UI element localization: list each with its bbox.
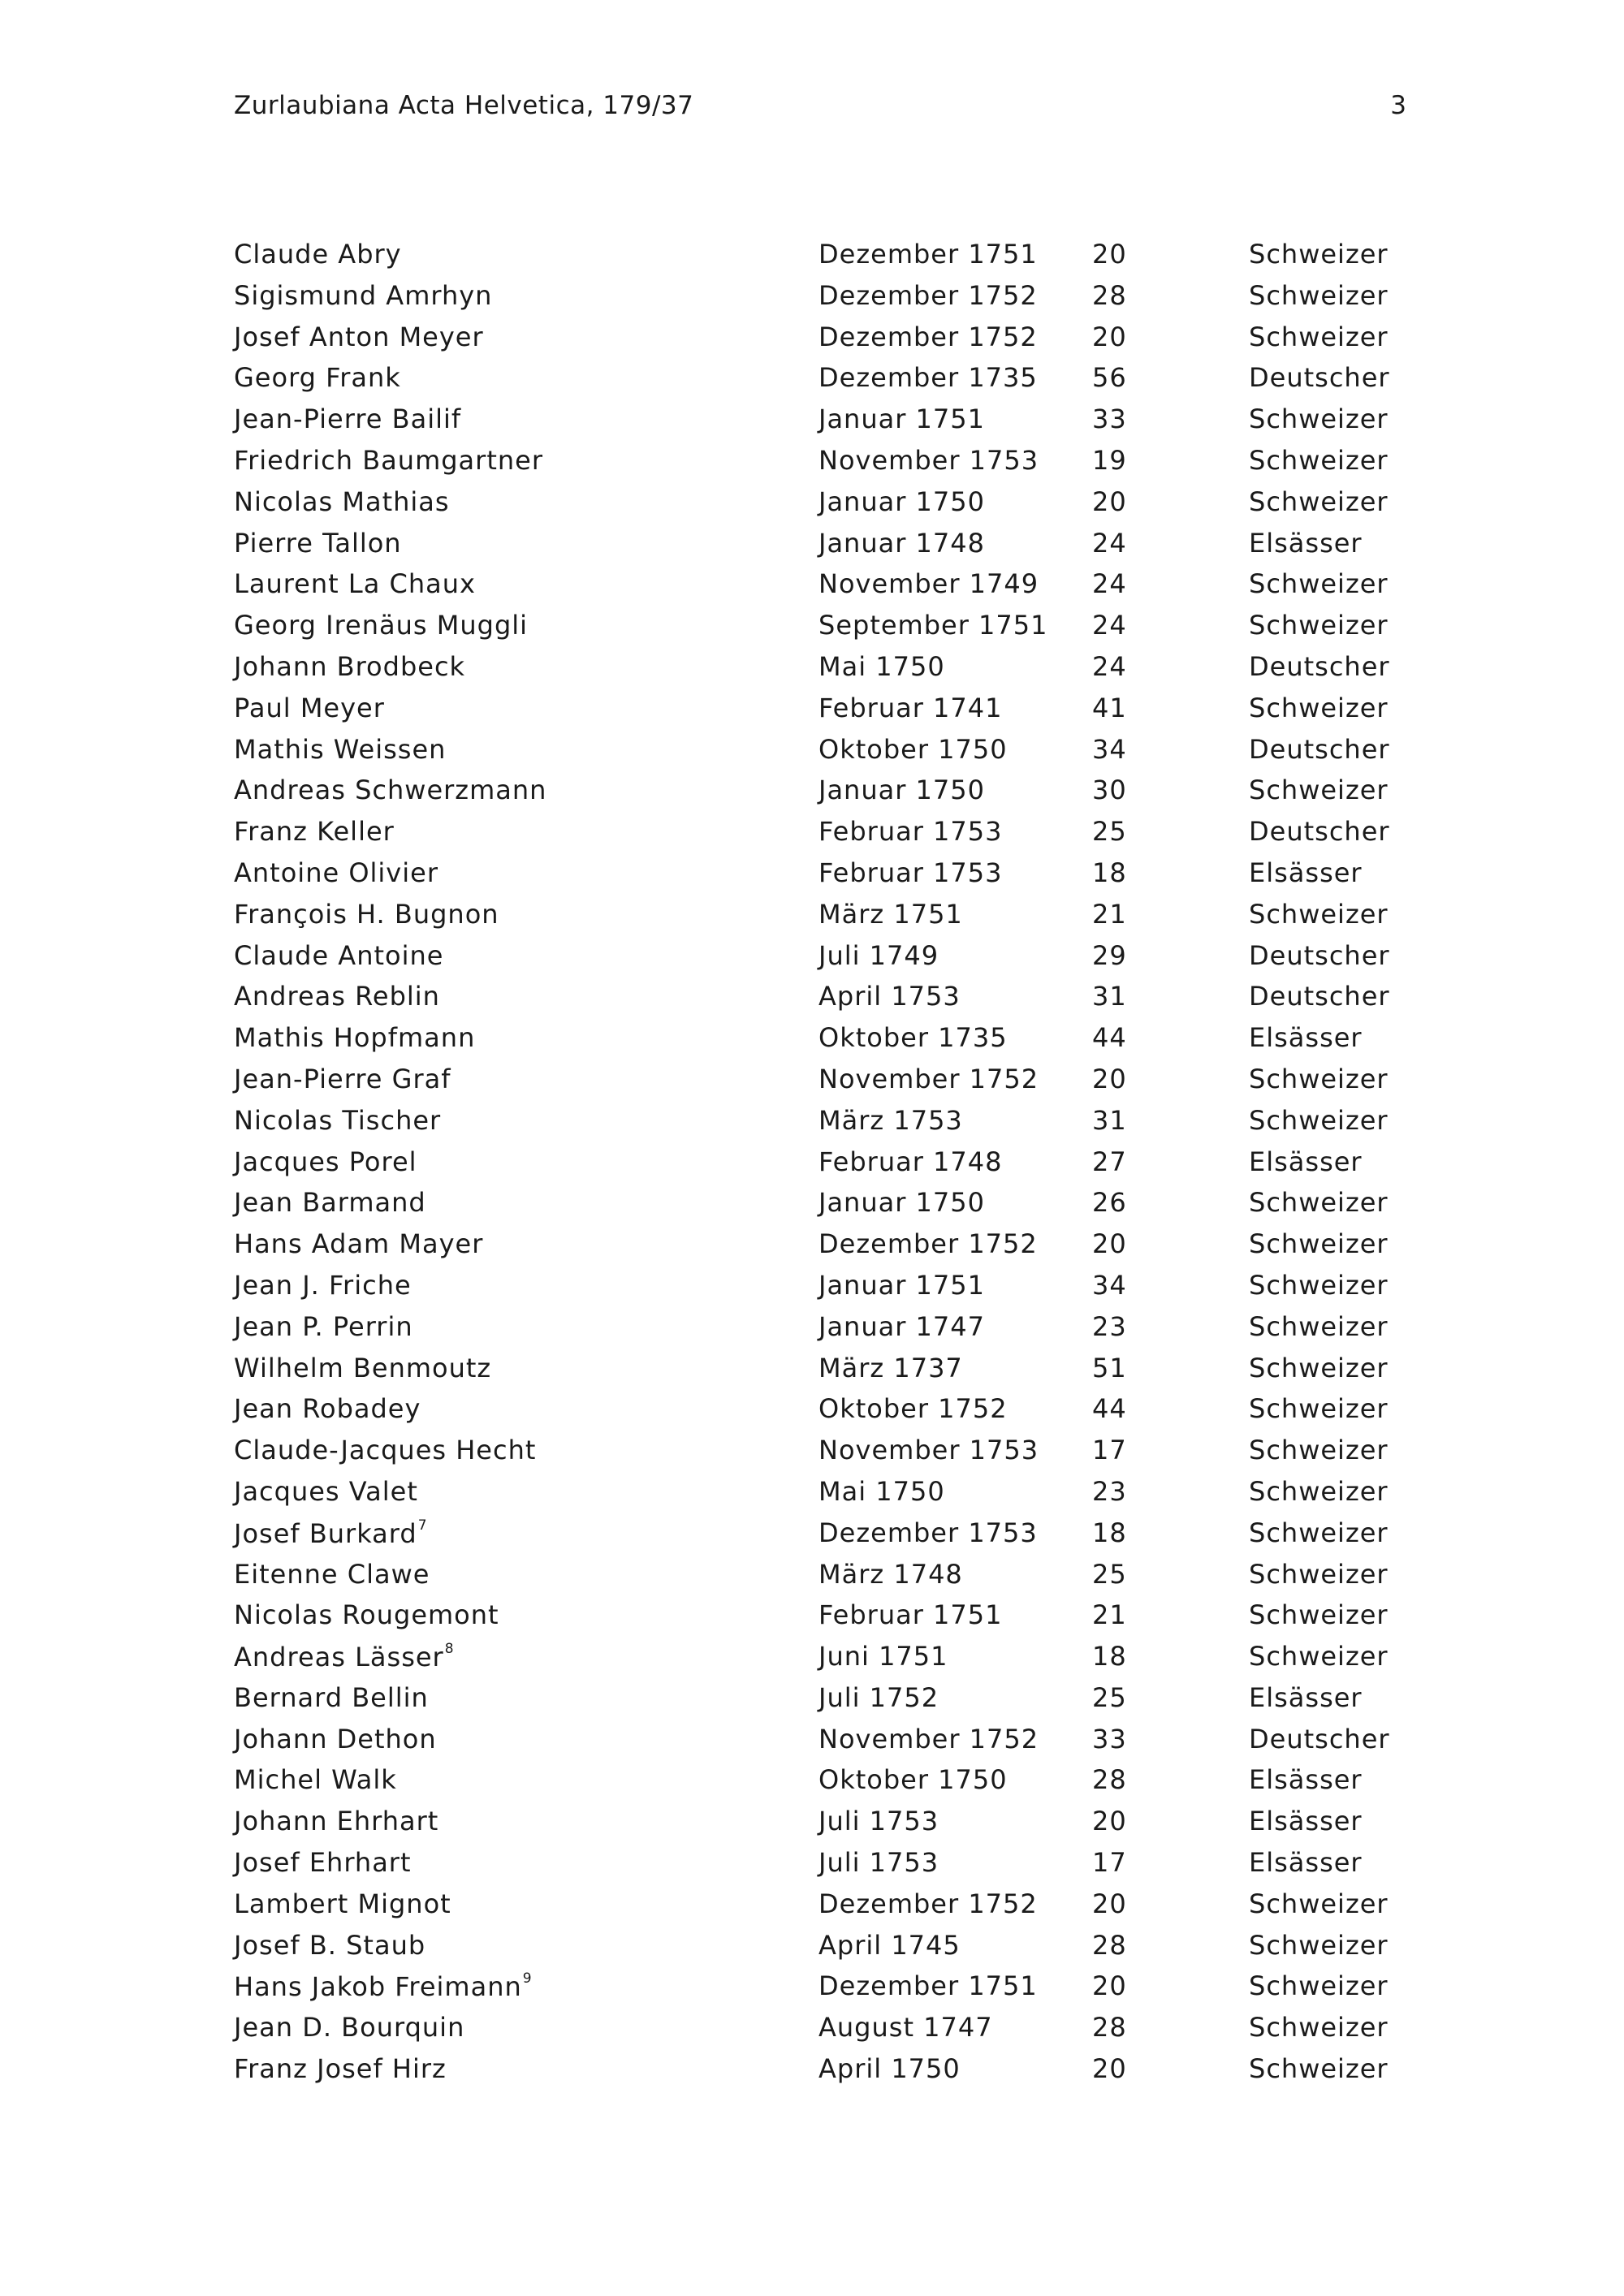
person-name xyxy=(234,816,395,847)
person-name xyxy=(234,1559,430,1590)
nationality: Schweizer xyxy=(1249,1599,1389,1631)
person-name xyxy=(234,1847,412,1878)
person-name xyxy=(234,1311,413,1342)
enlistment-date: Dezember 1752 xyxy=(818,321,1038,352)
nationality: Deutscher xyxy=(1249,816,1390,848)
table-row xyxy=(234,1724,1403,1765)
person-name xyxy=(234,404,461,434)
person-name xyxy=(234,940,443,971)
table-row xyxy=(234,362,1403,404)
table-row xyxy=(234,486,1403,528)
person-name-text: Wilhelm Benmoutz xyxy=(234,1352,492,1383)
person-name-text: Josef B. Staub xyxy=(234,1929,426,1961)
enlistment-date: April 1745 xyxy=(818,1929,961,1961)
table-row xyxy=(234,1228,1403,1270)
age: 20 xyxy=(1092,1063,1127,1094)
enlistment-date: Januar 1751 xyxy=(818,404,985,435)
person-name-text: Paul Meyer xyxy=(234,692,385,723)
person-name xyxy=(234,1930,425,1961)
person-name xyxy=(234,280,492,311)
person-name xyxy=(234,1435,536,1465)
age: 31 xyxy=(1092,1104,1127,1136)
person-name-text: Johann Dethon xyxy=(234,1723,437,1754)
enlistment-date: Januar 1750 xyxy=(818,775,985,806)
person-name xyxy=(234,857,438,888)
person-name xyxy=(234,899,499,930)
enlistment-date: Juli 1753 xyxy=(818,1806,939,1837)
age: 20 xyxy=(1092,321,1127,352)
enlistment-date: Januar 1747 xyxy=(818,1310,985,1342)
person-name xyxy=(234,734,446,765)
age: 21 xyxy=(1092,898,1127,930)
person-name xyxy=(234,362,401,393)
nationality: Schweizer xyxy=(1249,1104,1389,1136)
person-name-text: Georg Irenäus Muggli xyxy=(234,610,529,641)
enlistment-date: November 1749 xyxy=(818,568,1039,600)
table-row xyxy=(234,1682,1403,1724)
enlistment-date: November 1752 xyxy=(818,1723,1039,1754)
nationality: Schweizer xyxy=(1249,239,1389,270)
enlistment-date: Juli 1753 xyxy=(818,1847,939,1879)
table-row xyxy=(234,1064,1403,1105)
enlistment-date: Oktober 1750 xyxy=(818,1764,1008,1796)
person-name xyxy=(234,1353,491,1383)
age: 41 xyxy=(1092,692,1127,723)
person-name-text: Mathis Hopfmann xyxy=(234,1022,476,1054)
age: 17 xyxy=(1092,1435,1127,1466)
person-name xyxy=(234,322,484,352)
enlistment-date: Januar 1750 xyxy=(818,1187,985,1219)
person-name xyxy=(234,1724,437,1754)
page-header xyxy=(234,91,1406,140)
person-name xyxy=(234,1682,429,1713)
table-row xyxy=(234,899,1403,940)
table-row xyxy=(234,651,1403,693)
age: 18 xyxy=(1092,1517,1127,1548)
person-name-text: Hans Adam Mayer xyxy=(234,1228,484,1260)
age: 44 xyxy=(1092,1393,1127,1425)
person-name xyxy=(234,528,402,559)
table-row xyxy=(234,857,1403,899)
enlistment-date: April 1750 xyxy=(818,2053,961,2085)
person-name xyxy=(234,775,546,805)
enlistment-date: August 1747 xyxy=(818,2012,993,2044)
nationality: Schweizer xyxy=(1249,1641,1389,1672)
footnote-marker: 7 xyxy=(417,1517,427,1534)
enlistment-date: Januar 1750 xyxy=(818,486,985,517)
person-name-text: François H. Bugnon xyxy=(234,898,499,930)
table-row xyxy=(234,1393,1403,1435)
roster-table xyxy=(234,239,1403,2095)
nationality: Schweizer xyxy=(1249,692,1389,723)
nationality: Deutscher xyxy=(1249,650,1390,682)
nationality: Elsässer xyxy=(1249,1681,1363,1713)
table-row xyxy=(234,1599,1403,1641)
enlistment-date: Februar 1753 xyxy=(818,816,1003,848)
nationality: Schweizer xyxy=(1249,486,1389,517)
nationality: Elsässer xyxy=(1249,1146,1363,1177)
enlistment-date: März 1751 xyxy=(818,898,963,930)
person-name-text: Johann Brodbeck xyxy=(234,650,466,682)
person-name-text: Franz Keller xyxy=(234,816,395,848)
person-name-text: Pierre Tallon xyxy=(234,527,402,559)
enlistment-date: Mai 1750 xyxy=(818,1475,945,1507)
age: 44 xyxy=(1092,1022,1127,1054)
nationality: Schweizer xyxy=(1249,1063,1389,1094)
person-name xyxy=(234,445,543,476)
age: 56 xyxy=(1092,362,1127,394)
age: 28 xyxy=(1092,279,1127,311)
nationality: Schweizer xyxy=(1249,2012,1389,2044)
person-name-text: Nicolas Rougemont xyxy=(234,1599,499,1631)
person-name-text: Hans Jakob Freimann xyxy=(234,1971,522,2003)
enlistment-date: April 1753 xyxy=(818,981,961,1012)
table-row xyxy=(234,775,1403,816)
enlistment-date: Dezember 1735 xyxy=(818,362,1038,394)
enlistment-date: Februar 1741 xyxy=(818,692,1003,723)
person-name xyxy=(234,1064,451,1094)
table-row xyxy=(234,1970,1403,2012)
enlistment-date: Juni 1751 xyxy=(818,1641,948,1672)
age: 30 xyxy=(1092,775,1127,806)
table-row xyxy=(234,1806,1403,1847)
nationality: Schweizer xyxy=(1249,610,1389,641)
age: 25 xyxy=(1092,1558,1127,1590)
enlistment-date: Januar 1751 xyxy=(818,1269,985,1301)
footnote-marker: 9 xyxy=(522,1970,532,1987)
table-row xyxy=(234,528,1403,569)
enlistment-date: November 1753 xyxy=(818,444,1039,476)
running-title: Zurlaubiana Acta Helvetica, 179/37 xyxy=(234,91,694,120)
age: 28 xyxy=(1092,2012,1127,2044)
table-row xyxy=(234,816,1403,857)
nationality: Schweizer xyxy=(1249,1187,1389,1219)
enlistment-date: Januar 1748 xyxy=(818,527,985,559)
nationality: Schweizer xyxy=(1249,1517,1389,1548)
enlistment-date: Mai 1750 xyxy=(818,650,945,682)
nationality: Schweizer xyxy=(1249,2053,1389,2085)
table-row xyxy=(234,1146,1403,1188)
table-row xyxy=(234,1476,1403,1517)
nationality: Schweizer xyxy=(1249,1970,1389,2002)
enlistment-date: Februar 1748 xyxy=(818,1146,1003,1177)
age: 17 xyxy=(1092,1847,1127,1879)
enlistment-date: Dezember 1751 xyxy=(818,239,1038,270)
enlistment-date: Oktober 1752 xyxy=(818,1393,1008,1425)
age: 33 xyxy=(1092,404,1127,435)
person-name-text: Sigismund Amrhyn xyxy=(234,279,493,311)
age: 33 xyxy=(1092,1723,1127,1754)
person-name xyxy=(234,1476,418,1507)
enlistment-date: Oktober 1735 xyxy=(818,1022,1008,1054)
nationality: Elsässer xyxy=(1249,1806,1363,1837)
nationality: Deutscher xyxy=(1249,939,1390,971)
enlistment-date: Juli 1749 xyxy=(818,939,939,971)
table-row xyxy=(234,239,1403,280)
person-name-text: Franz Josef Hirz xyxy=(234,2053,447,2085)
table-row xyxy=(234,981,1403,1022)
age: 27 xyxy=(1092,1146,1127,1177)
nationality: Schweizer xyxy=(1249,321,1389,352)
nationality: Schweizer xyxy=(1249,1888,1389,1919)
person-name xyxy=(234,1105,441,1136)
enlistment-date: September 1751 xyxy=(818,610,1048,641)
enlistment-date: Juli 1752 xyxy=(818,1681,939,1713)
enlistment-date: November 1752 xyxy=(818,1063,1039,1094)
person-name-text: Jean-Pierre Bailif xyxy=(234,404,462,435)
nationality: Elsässer xyxy=(1249,1022,1363,1054)
person-name xyxy=(234,981,440,1012)
age: 29 xyxy=(1092,939,1127,971)
table-row xyxy=(234,1517,1403,1559)
nationality: Elsässer xyxy=(1249,527,1363,559)
person-name-text: Jacques Valet xyxy=(234,1475,418,1507)
person-name xyxy=(234,1187,426,1218)
person-name-text: Johann Ehrhart xyxy=(234,1806,439,1837)
person-name xyxy=(234,651,465,682)
age: 21 xyxy=(1092,1599,1127,1631)
age: 20 xyxy=(1092,486,1127,517)
table-row xyxy=(234,1270,1403,1311)
person-name-text: Friedrich Baumgartner xyxy=(234,444,543,476)
enlistment-date: Dezember 1752 xyxy=(818,279,1038,311)
table-row xyxy=(234,1930,1403,1971)
person-name xyxy=(234,1806,438,1836)
person-name xyxy=(234,610,528,641)
person-name-text: Georg Frank xyxy=(234,362,401,394)
person-name xyxy=(234,1022,475,1053)
enlistment-date: Februar 1751 xyxy=(818,1599,1003,1631)
table-row xyxy=(234,610,1403,651)
age: 31 xyxy=(1092,981,1127,1012)
person-name xyxy=(234,1970,532,2002)
nationality: Schweizer xyxy=(1249,1228,1389,1260)
person-name xyxy=(234,1517,427,1549)
nationality: Schweizer xyxy=(1249,444,1389,476)
table-row xyxy=(234,1764,1403,1806)
person-name xyxy=(234,2012,464,2043)
person-name-text: Jean D. Bourquin xyxy=(234,2012,465,2044)
person-name-text: Antoine Olivier xyxy=(234,857,438,888)
table-row xyxy=(234,1435,1403,1476)
person-name xyxy=(234,2053,447,2084)
table-row xyxy=(234,445,1403,486)
age: 25 xyxy=(1092,816,1127,848)
person-name-text: Laurent La Chaux xyxy=(234,568,476,600)
enlistment-date: Dezember 1752 xyxy=(818,1228,1038,1260)
nationality: Deutscher xyxy=(1249,362,1390,394)
nationality: Schweizer xyxy=(1249,1475,1389,1507)
age: 26 xyxy=(1092,1187,1127,1219)
person-name-text: Andreas Reblin xyxy=(234,981,440,1012)
person-name xyxy=(234,1393,421,1424)
person-name xyxy=(234,1599,499,1630)
nationality: Schweizer xyxy=(1249,1393,1389,1425)
person-name-text: Andreas Schwerzmann xyxy=(234,775,547,806)
table-row xyxy=(234,2053,1403,2095)
person-name-text: Nicolas Tischer xyxy=(234,1104,442,1136)
nationality: Schweizer xyxy=(1249,1352,1389,1383)
nationality: Schweizer xyxy=(1249,1558,1389,1590)
enlistment-date: Februar 1753 xyxy=(818,857,1003,888)
nationality: Deutscher xyxy=(1249,733,1390,765)
person-name-text: Jean Robadey xyxy=(234,1393,421,1425)
table-row xyxy=(234,280,1403,322)
person-name-text: Bernard Bellin xyxy=(234,1681,429,1713)
person-name-text: Michel Walk xyxy=(234,1764,397,1796)
person-name xyxy=(234,568,476,599)
age: 24 xyxy=(1092,527,1127,559)
table-row xyxy=(234,1641,1403,1682)
age: 28 xyxy=(1092,1929,1127,1961)
nationality: Schweizer xyxy=(1249,1269,1389,1301)
table-row xyxy=(234,1847,1403,1888)
person-name-text: Andreas Lässer xyxy=(234,1642,444,1673)
age: 24 xyxy=(1092,568,1127,600)
person-name-text: Jean Barmand xyxy=(234,1187,426,1219)
person-name-text: Nicolas Mathias xyxy=(234,486,450,517)
nationality: Elsässer xyxy=(1249,1847,1363,1879)
age: 34 xyxy=(1092,1269,1127,1301)
age: 20 xyxy=(1092,2053,1127,2085)
age: 18 xyxy=(1092,857,1127,888)
page-number: 3 xyxy=(1390,91,1406,120)
age: 24 xyxy=(1092,610,1127,641)
table-row xyxy=(234,404,1403,445)
nationality: Schweizer xyxy=(1249,1310,1389,1342)
enlistment-date: Dezember 1751 xyxy=(818,1970,1038,2002)
person-name xyxy=(234,1888,451,1919)
person-name xyxy=(234,1270,412,1301)
age: 28 xyxy=(1092,1764,1127,1796)
table-row xyxy=(234,1888,1403,1930)
age: 23 xyxy=(1092,1475,1127,1507)
nationality: Schweizer xyxy=(1249,775,1389,806)
person-name xyxy=(234,239,402,270)
table-row xyxy=(234,1353,1403,1394)
enlistment-date: März 1753 xyxy=(818,1104,963,1136)
nationality: Schweizer xyxy=(1249,404,1389,435)
person-name-text: Claude-Jacques Hecht xyxy=(234,1435,537,1466)
nationality: Schweizer xyxy=(1249,568,1389,600)
age: 19 xyxy=(1092,444,1127,476)
nationality: Elsässer xyxy=(1249,857,1363,888)
table-row xyxy=(234,1022,1403,1064)
person-name xyxy=(234,1641,454,1672)
table-row xyxy=(234,1559,1403,1600)
person-name xyxy=(234,1228,483,1259)
person-name-text: Eitenne Clawe xyxy=(234,1558,430,1590)
person-name-text: Jacques Porel xyxy=(234,1146,417,1177)
enlistment-date: März 1748 xyxy=(818,1558,963,1590)
enlistment-date: Dezember 1753 xyxy=(818,1517,1038,1548)
table-row xyxy=(234,322,1403,363)
person-name-text: Josef Anton Meyer xyxy=(234,321,484,352)
table-row xyxy=(234,734,1403,775)
person-name-text: Mathis Weissen xyxy=(234,733,447,765)
age: 51 xyxy=(1092,1352,1127,1383)
table-row xyxy=(234,568,1403,610)
person-name-text: Jean-Pierre Graf xyxy=(234,1063,451,1094)
enlistment-date: Dezember 1752 xyxy=(818,1888,1038,1919)
person-name xyxy=(234,1146,417,1177)
person-name-text: Jean J. Friche xyxy=(234,1269,412,1301)
nationality: Schweizer xyxy=(1249,1435,1389,1466)
table-row xyxy=(234,1311,1403,1353)
person-name-text: Lambert Mignot xyxy=(234,1888,451,1919)
table-row xyxy=(234,693,1403,734)
age: 20 xyxy=(1092,1228,1127,1260)
nationality: Schweizer xyxy=(1249,1929,1389,1961)
age: 34 xyxy=(1092,733,1127,765)
age: 20 xyxy=(1092,1806,1127,1837)
nationality: Elsässer xyxy=(1249,1764,1363,1796)
nationality: Schweizer xyxy=(1249,279,1389,311)
table-row xyxy=(234,940,1403,982)
person-name-text: Claude Abry xyxy=(234,239,402,270)
enlistment-date: November 1753 xyxy=(818,1435,1039,1466)
nationality: Schweizer xyxy=(1249,898,1389,930)
nationality: Deutscher xyxy=(1249,1723,1390,1754)
age: 25 xyxy=(1092,1681,1127,1713)
table-row xyxy=(234,1105,1403,1146)
table-row xyxy=(234,1187,1403,1228)
age: 18 xyxy=(1092,1641,1127,1672)
age: 24 xyxy=(1092,650,1127,682)
person-name-text: Claude Antoine xyxy=(234,939,444,971)
person-name-text: Josef Burkard xyxy=(234,1517,417,1549)
age: 20 xyxy=(1092,239,1127,270)
age: 20 xyxy=(1092,1970,1127,2002)
enlistment-date: Oktober 1750 xyxy=(818,733,1008,765)
nationality: Deutscher xyxy=(1249,981,1390,1012)
footnote-marker: 8 xyxy=(444,1641,454,1658)
person-name xyxy=(234,693,385,723)
person-name xyxy=(234,486,450,517)
person-name-text: Josef Ehrhart xyxy=(234,1847,412,1879)
enlistment-date: März 1737 xyxy=(818,1352,963,1383)
age: 20 xyxy=(1092,1888,1127,1919)
table-row xyxy=(234,2012,1403,2053)
person-name-text: Jean P. Perrin xyxy=(234,1310,413,1342)
person-name xyxy=(234,1764,397,1795)
age: 23 xyxy=(1092,1310,1127,1342)
